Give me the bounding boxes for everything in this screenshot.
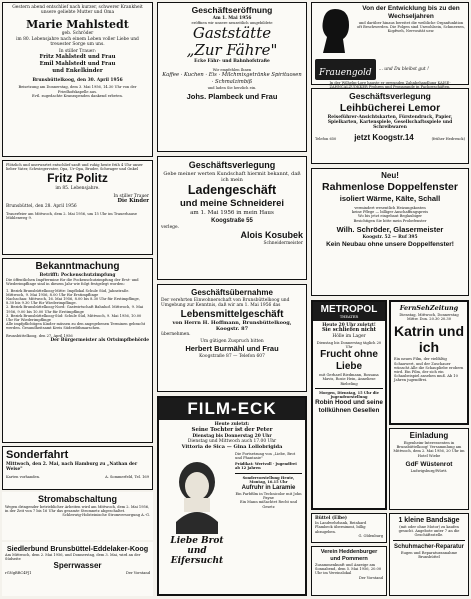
fernsehen-times-1: Dienstag, Mittwoch, Donnerstag xyxy=(399,313,459,317)
fenster-sub: isoliert Wärme, Kälte, Schall xyxy=(339,194,441,203)
einladung-company: GdF Wüstenrot xyxy=(405,460,453,468)
fernsehen-label: FernSehZeitung xyxy=(399,304,459,312)
filmeck-poster xyxy=(162,452,232,570)
faehre-name2: „Zur Fähre" xyxy=(186,41,278,60)
wohnung-title: 1 kleine Bandsäge xyxy=(398,517,460,524)
siedlerbund-sub: Sperrwasser xyxy=(53,561,102,571)
siedlerbund-title: Siedlerbund Brunsbüttel-Eddelaker-Koog xyxy=(6,544,149,553)
lemor-new-addr: jetzt Koogstr.14 xyxy=(354,132,414,142)
stromabschaltung xyxy=(2,492,153,540)
fenster-title: Rahmenlose Doppelfenster xyxy=(322,181,458,193)
laden-street: Koogstraße 55 xyxy=(211,218,253,224)
bekanntmachung-signer: Der Bürgermeister als Ortsimpfbehörde xyxy=(50,337,149,343)
filmeck-side: Sondervorstellung Heute, Montag, 16.15 Uhr xyxy=(242,475,295,484)
laden-date: am 1. Mai 1956 in mein Haus xyxy=(190,210,274,216)
musik-signer: Der Vorstand xyxy=(358,575,383,580)
faehre-offer-intro: Wir empfehlen Ihnen xyxy=(212,67,252,72)
uebernahme-from: von Herrn H. Hoffmann, Brunsbüttelkoog, Koogstr. 87 xyxy=(172,320,292,332)
buettel-signer: G. Oldenburg xyxy=(358,533,383,538)
uebernahme-title: Geschäftsübernahme xyxy=(191,288,273,297)
musik-text: Zusammenkunft und Anzeige am Sonnabend, dem 5. Mai 1956, 20.00 Uhr im Vereinslokal xyxy=(315,563,382,576)
notice2-signed: Die Kinder xyxy=(117,197,149,204)
fernsehen-title: Katrin und ich xyxy=(394,323,464,356)
uebernahme-name: Lebensmittelgeschäft xyxy=(180,309,284,321)
filmeck-side2: Aufruhr in Laramie xyxy=(241,485,296,492)
ad-fernsehen-katrin xyxy=(389,300,469,425)
uebernahme-contact: Koogstraße 87 — Telefon 607 xyxy=(199,354,265,360)
buettel-text: In Landwehrbank, Reinhard Plambeck übernimmt, billig abzugeben. xyxy=(315,521,367,534)
metropol-name: METROPOL xyxy=(320,304,378,315)
strom-company: Schleswig-Holsteinische Stromversorgung A.-G. xyxy=(62,513,150,518)
faehre-lead: eröffnen wir unsere neuzeitlich umgebildete xyxy=(191,21,273,26)
impf-term-3: 2. Bezirk Brunsbüttelkoog-Nord: Gastwirtschaft Bahnhof. Mittwoch, 9. Mai 1956, 9.00 bis 10.00 Uhr für Erstimpflinge xyxy=(6,305,144,314)
frauengold-brand: Frauengold xyxy=(319,68,372,78)
einladung-title: Einladung xyxy=(409,431,449,440)
filmeck-today: Heute zuletzt: xyxy=(214,422,250,427)
lemor-title: Geschäftsverlegung xyxy=(349,91,431,101)
entwicklung-note: In der Wilhelm-Lore hauste er gewunden Zahnbehandlung KAISE- xyxy=(329,81,451,85)
sonderfahrt-cards: Karten vorhanden. xyxy=(6,475,41,480)
wohnung-sub2: Eugen und Reparaturannahme Brunsbüttel xyxy=(400,550,458,559)
mourner-1: Fritz Mahlstedt und Frau xyxy=(39,54,116,61)
deceased2-age: im 85. Lebensjahre. xyxy=(55,186,100,192)
metropol-dates: Dienstag bis Donnerstag täglich 20 Uhr xyxy=(316,340,382,350)
musik-title: Verein Heddenburger und Pommern xyxy=(320,549,378,562)
wohnung-sub: Schuhmacher-Reparatur xyxy=(393,543,465,550)
metropol-sub: THEATER xyxy=(339,315,359,319)
filmeck-film2-intro: Dienstag und Mittwoch auch 17.00 Uhr xyxy=(187,439,277,445)
buettel-title: Büttel (Elbe) xyxy=(315,516,347,521)
lemor-name: Leihbücherei Lemor xyxy=(339,102,441,114)
filmeck-jugend: Prädikat: Wertvoll · Jugendfrei ab 12 Jahren xyxy=(235,462,297,471)
ad-ladengeschaeft xyxy=(157,156,307,280)
faehre-addr: Ecke Fähr- und Bahnhofstraße xyxy=(194,59,270,65)
notice2-intro: Plötzlich und unerwartet entschlief sanft und ruhig heute früh 4 Uhr unser lieber Vater, Schwiegervater, Opa, Ur-Opa, Bruder, Schwager und Onkel xyxy=(6,163,143,172)
footer-code: rGNgBRC4PJ1 xyxy=(5,571,32,576)
filmeck-side3: Ein Farbfilm in Technicolor mit John Payne xyxy=(235,492,302,501)
ad-einladung-wuestenrot xyxy=(389,428,469,510)
laden-text: Gebe meiner werten Kundschaft hiermit bekannt, daß ich mein xyxy=(163,171,301,183)
siedlerbund xyxy=(2,542,153,596)
deceased-maiden: geb. Schröder xyxy=(61,31,94,37)
filmeck-dates1: Dienstag bis Donnerstag 20 Uhr xyxy=(192,434,272,440)
faehre-title: Geschäftseröffnung xyxy=(191,5,273,15)
ad-verein-pommern xyxy=(311,546,387,596)
ad-leihbuecherei-lemor xyxy=(311,88,469,164)
faehre-date: Am 1. Mai 1956 xyxy=(212,16,252,21)
fenster-addr: Koogstr. 52 — Ruf 395 xyxy=(362,234,418,240)
uebernahme-wish: Um gütigen Zuspruch bitten xyxy=(200,339,264,345)
laden-name2: und meine Schneiderei xyxy=(180,198,284,209)
notice-note: Evtl. zugedachte Kranzspenden dankend erbeten. xyxy=(32,93,123,98)
sonderfahrt-text: Mittwoch, den 2. Mai, nach Hamburg zu „Nathan der Weise" xyxy=(6,462,138,473)
laden-title: Geschäftsverlegung xyxy=(188,160,276,170)
metropol-film1: Sie schliefen nicht xyxy=(321,327,377,334)
ad-bandsaege xyxy=(389,513,469,596)
ad-metropol xyxy=(311,300,387,510)
filmeck-title: FILM-ECK xyxy=(187,399,277,418)
impf-term-1: 1. Bezirk Brunsbüttelkoog-Mitte: Impflokal Schule Süd, Jahnstraße. Mittwoch, 9. Mai 1956, 8.00 Uhr für Erstimpflinge xyxy=(6,288,130,297)
metropol-time: Heute 20 Uhr zuletzt! xyxy=(322,323,376,329)
ad-buettel xyxy=(311,513,387,543)
notice-place-date: Brunsbüttelkoog, den 30. April 1956 xyxy=(32,78,123,84)
wohnung-text: (mit oder ohne Motor) zu kaufen gesucht. Angebote unter 7 an die Geschäftsstelle. xyxy=(398,525,460,538)
fenster-line-4: Besichtigen Sie bitte mein Probefenster xyxy=(353,218,427,223)
bekanntmachung xyxy=(2,258,153,443)
faehre-invite: und laden Sie herzlich ein. xyxy=(207,85,257,90)
entwicklung-text: und darüber hinaus bereitet die weibliche Organfunktion oft Beschwerden. Die Folgen sind Unwohlsein, Schmerzen, Kopfweh, Nervosität usw. xyxy=(357,21,465,34)
fenster-line-1: vermindert wesentlich Heizungskosten xyxy=(354,206,426,210)
notice-text: im 80. Lebensjahre nach einem Leben voller Liebe und treuester Sorge um uns. xyxy=(16,36,139,47)
woman-silhouette-icon xyxy=(315,5,357,57)
notice2-funeral: Trauerfeier am Mittwoch, dem 2. Mai 1956, um 15 Uhr im Trauerhause Mühlenweg 9. xyxy=(6,212,138,221)
uebernahme-verb: übernehmen. xyxy=(161,331,191,337)
fenster-line-2: keine Pflege — billiger Anschaffungspreis xyxy=(351,210,429,215)
impf-term-5: Alle impfpflichtigen Kinder müssen zu den angegebenen Terminen gebracht werden. Gesundheitsamt Kreis Süderdithmarschen. xyxy=(6,322,146,331)
ad-gaststaette-faehre xyxy=(157,2,307,152)
laden-owner: Alois Kosubek xyxy=(240,230,303,241)
strom-text: Wegen dringender betrieblicher Arbeiten wird am Mittwoch, dem 2. Mai 1956, in der Zeit von 7 bis 16 Uhr das gesamte Stromnetz abgeschaltet. xyxy=(5,505,150,514)
laden-job: Schneidermeister xyxy=(263,241,303,247)
death-notice-politz xyxy=(2,160,153,255)
sonderfahrt-signer: A. Sommerfeld, Tel. 169 xyxy=(105,475,149,480)
notice-funeral: Beisetzung am Donnerstag, dem 3. Mai 1956, 14.30 Uhr von der Friedhofskapelle aus. xyxy=(18,85,137,94)
siedlerbund-text: Am Mittwoch, dem 2. Mai 1956, und Donnerstag, dem 3. Mai, wird an der Südseite xyxy=(5,553,141,562)
faehre-offer: Kaffee · Kuchen · Eis · Milchmixgetränke Spirituosen · Schmalzimbiß xyxy=(162,71,302,85)
deceased-name: Marie Mahlstedt xyxy=(26,18,129,32)
notice-grief: In stiller Trauer: xyxy=(59,49,96,55)
uebernahme-text: Der verehrten Einwohnerschaft von Brunsbüttelkoog und Umgebung zur Kenntnis, daß wir am 1. Mai 1956 das xyxy=(161,298,290,309)
filmeck-film2: Vittoria de Sica — Gina Lollobrigida xyxy=(181,443,283,450)
impf-term-4: 3. Bezirk Brunsbüttelkoog-Süd: Schule Süd, Mittwoch, 9. Mai 1956, 10.00 Uhr für Wiederimpflinge xyxy=(6,313,142,323)
filmeck-poster-title: Liebe Brot und Eifersucht xyxy=(170,535,224,566)
fenster-owner: Wilh. Schröder, Glasermeister xyxy=(336,224,444,234)
fenster-line-3: Wo bis jetzt eingebaut Beglaubiger xyxy=(358,214,422,219)
fenster-cta: Kein Neubau ohne unsere Doppelfenster! xyxy=(326,241,454,249)
sonderfahrt xyxy=(2,446,153,490)
metropol-film2: Frucht ohne Liebe xyxy=(320,349,378,373)
frauengold-slogan: ... und Du bleibst gut ! xyxy=(378,66,429,72)
notice2-grief: In stiller Trauer xyxy=(113,193,149,199)
bekanntmachung-title: Bekanntmachung xyxy=(35,261,120,272)
fernsehen-desc: Ein neues Film, der vielfältig Schauwert, und der Zuschauer wünscht Alle die Schaupliebe erobern wird. Ein Film, der sich ein Schaubeispiel ansehen muß. Ab 10 Jahren jugendfrei. xyxy=(394,357,464,383)
metropol-cast: mit Gerhard Riedmann, Rossana Mavis, Rosie Hein, Anneliese Riebeling xyxy=(319,373,379,386)
fenster-new: Neu! xyxy=(381,171,399,180)
death-notice-mahlstedt xyxy=(2,2,153,157)
bekanntmachung-place-date: Brunsbüttelkoog, den 27. April 1956 xyxy=(6,333,73,338)
faehre-name1: Gaststätte xyxy=(192,24,272,43)
notice2-place-date: Brunsbüttel, den 28. April 1956 xyxy=(6,204,77,210)
lemor-old-addr: (früher Hedreuck) xyxy=(431,136,465,141)
filmeck-desc: Die Fortsetzung von „Liebe, Brot und Phantasie" xyxy=(235,451,296,461)
lemor-text: Reiseführer-Ansichtskarten, Fürstendruck, Papier, Spielkarten, Kartenspiele, Gesellschaftsspiele und Schreibwaren xyxy=(327,115,453,131)
notice-intro: Gestern abend entschlief nach kurzer, schwerer Krankheit unsere geliebte Mutter und Oma xyxy=(12,5,143,16)
filmeck-film1: Seine Tochter ist der Peter xyxy=(191,427,273,434)
ad-doppelfenster xyxy=(311,168,469,296)
filmeck-side4: Ein Mann mißachtet Recht und Gesetz xyxy=(239,500,298,509)
metropol-thu: Morgen, Dienstag, 15 Uhr die Jugendvorstellung xyxy=(319,390,379,400)
metropol-film3: Robin Hood und seine tollkühnen Gesellen xyxy=(315,399,383,415)
lemor-tel: Telefon 650 xyxy=(315,136,337,141)
siedlerbund-signer: Der Vorstand xyxy=(125,571,150,576)
laden-verb: verlege. xyxy=(161,225,179,230)
laden-name1: Ladengeschäft xyxy=(187,183,277,197)
strom-title: Stromabschaltung xyxy=(37,494,117,504)
bekanntmachung-text: Die öffentlichen Impftermine für die Pockenschutzimpfung der Erst- und Wiederimpflinge sind in diesem Jahr wie folgt festgelegt worden: xyxy=(6,278,139,287)
einladung-sub: Ludwigsburg/Württ. xyxy=(410,468,448,473)
fernsehen-times-2: Mittw. Don. 20.30 20.30 xyxy=(406,317,451,322)
mourner-2: Emil Mahlstedt und Frau xyxy=(39,61,116,68)
einladung-text: Eigenheim-Interessenten in Brunsbüttelkoog! Versammlung am Mittwoch, dem 2. Mai 1956, 20 Uhr im Hotel Wiebe xyxy=(393,441,465,458)
bekanntmachung-subtitle: Betrifft: Pockenschutzimpfung xyxy=(39,273,116,278)
deceased2-name: Fritz Politz xyxy=(47,171,108,186)
entwicklung-title: Von der Entwicklung bis zu den Wechseljahren xyxy=(362,5,460,20)
uebernahme-owner: Herbert Burmähl und Frau xyxy=(185,344,279,354)
ad-film-eck xyxy=(157,396,307,596)
impf-term-2: Nachschau: Mittwoch, 16. Mai 1956, 8.00 bis 8.30 Uhr für Erstimpflinge, 8.30 bis 9.30 Uhr für Wiederimpflinge. xyxy=(6,297,140,306)
faehre-owner: Johs. Plambeck und Frau xyxy=(186,92,278,102)
metropol-film1b: Hölle im Lager xyxy=(332,333,366,339)
sonderfahrt-title: Sonderfahrt xyxy=(6,449,69,461)
ad-frauengold xyxy=(311,2,469,85)
mourner-3: und Enkelkinder xyxy=(52,68,103,75)
ad-geschaeftsuebernahme xyxy=(157,284,307,392)
